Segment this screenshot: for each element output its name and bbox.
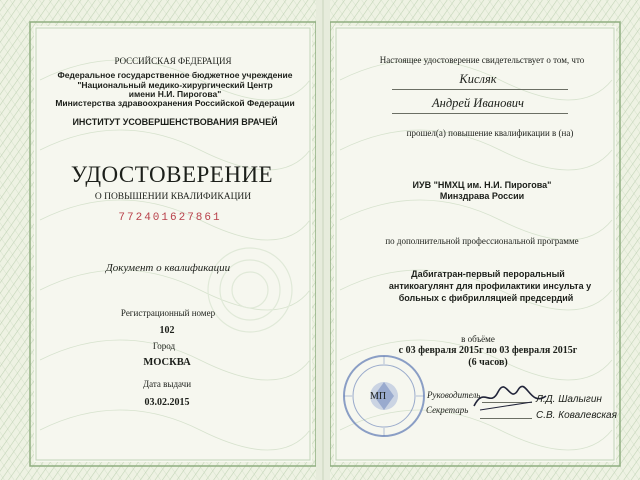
city: МОСКВА [143,357,191,368]
serial-number: 772401627861 [118,212,222,224]
course-period: с 03 февраля 2015г по 03 февраля 2015г [398,345,578,356]
head-name: Л.Д. Шалыгин [536,394,602,405]
federation-label: РОССИЙСКАЯ ФЕДЕРАЦИЯ [114,56,232,66]
document-subtitle: О ПОВЫШЕНИИ КВАЛИФИКАЦИИ [94,192,252,202]
recipient-surname: Кисляк [459,72,497,86]
institution-line-2: Минздрава России [439,191,525,201]
program-line-3: больных с фибрилляцией предсердий [398,293,574,303]
program-line-1: Дабигатран-первый пероральный [411,269,565,279]
volume-label: в объёме [461,334,495,344]
program-line-2: антикоагулянт для профилактики инсульта у [388,281,592,291]
reg-number-label: Регистрационный номер [120,308,216,318]
city-label: Город [152,341,176,351]
reg-number: 102 [159,325,175,336]
secretary-signature-line [480,418,532,419]
org-line-3: имени Н.И. Пирогова" [128,89,222,99]
institution-line-1: ИУВ "НМХЦ им. Н.И. Пирогова" [412,180,552,190]
issue-date: 03.02.2015 [144,397,190,408]
head-label: Руководитель [427,390,481,400]
program-label: по дополнительной профессиональной программе [385,236,579,246]
course-hours: (6 часов) [468,357,508,368]
passed-text: прошел(а) повышение квалификации в (на) [406,128,574,138]
document-title: УДОСТОВЕРЕНИЕ [70,162,274,187]
org-line-1: Федеральное государственное бюджетное учреждение [57,70,293,80]
document-type: Документ о квалификации [105,262,231,274]
institute-name: ИНСТИТУТ УСОВЕРШЕНСТВОВАНИЯ ВРАЧЕЙ [72,117,278,127]
ministry-line: Министерства здравоохранения Российской Федерации [55,98,295,108]
secretary-label: Секретарь [426,405,469,415]
intro-text: Настоящее удостоверение свидетельствует о том, что [379,55,585,65]
issue-date-label: Дата выдачи [142,379,192,389]
recipient-name: Андрей Иванович [431,96,525,110]
secretary-name: С.В. Ковалевская [536,410,617,421]
surname-underline [392,89,568,90]
mp-label: МП [370,391,387,402]
name-underline [392,113,568,114]
org-line-2: "Национальный медико-хирургический Центр [77,80,273,90]
